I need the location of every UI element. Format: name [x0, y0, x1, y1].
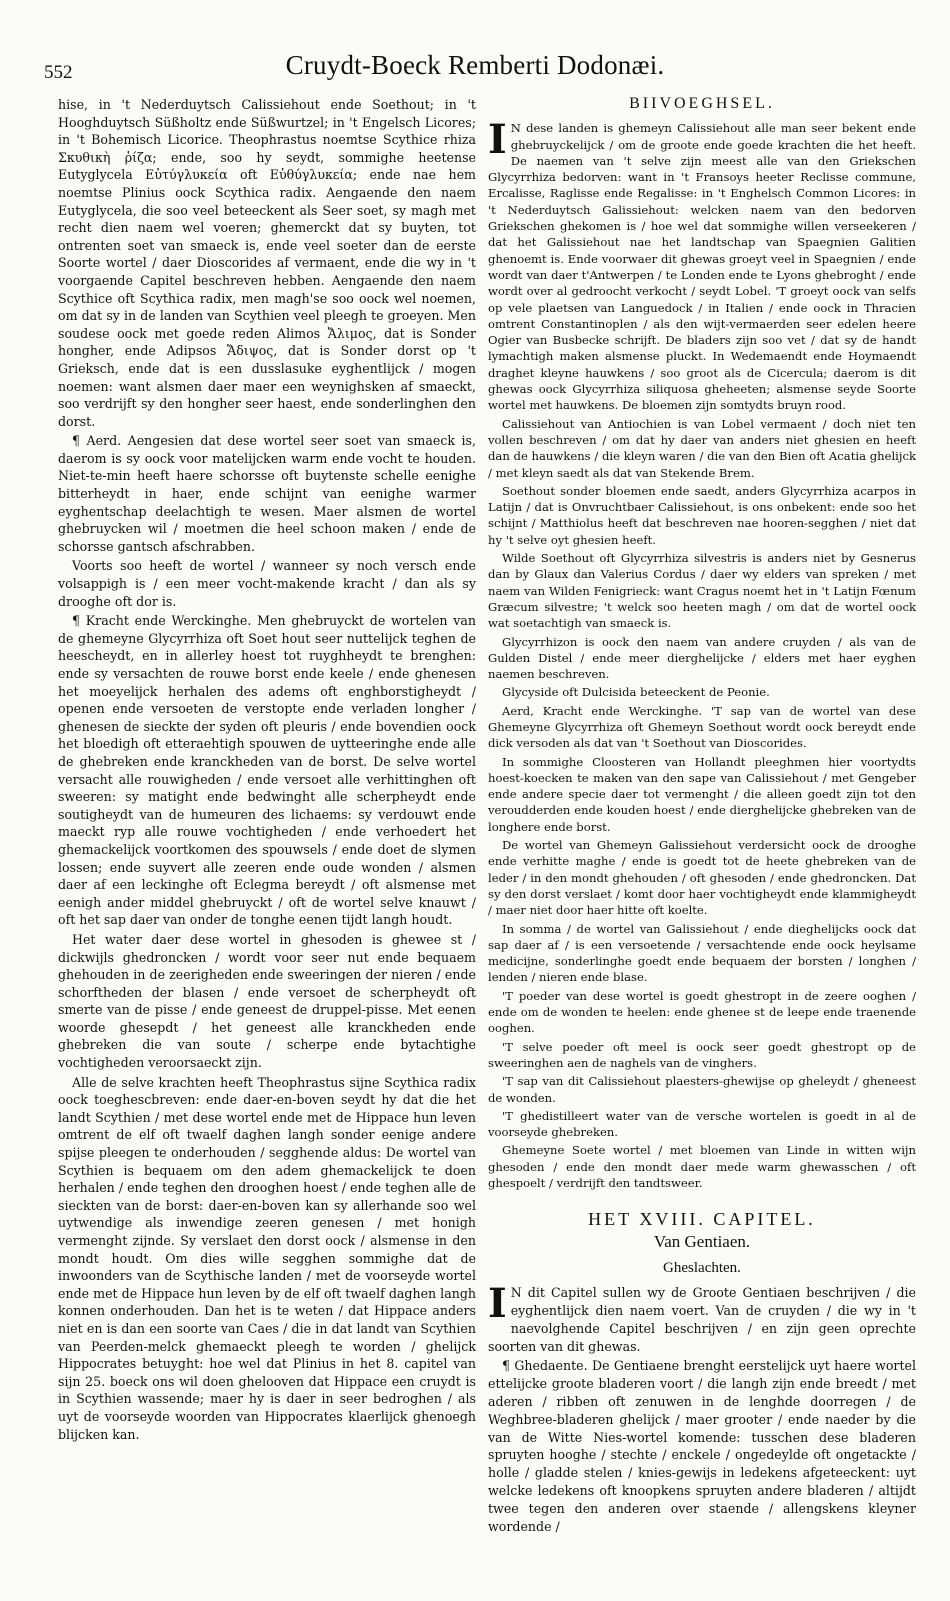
- running-title: Cruydt-Boeck Remberti Dodonæi.: [285, 50, 665, 80]
- chapter-heading: HET XVIII. CAPITEL.: [588, 1209, 816, 1230]
- paragraph-soete-wortel: Ghemeyne Soete wortel / met bloemen van Linde in witten wijn ghesoden / ende den mondt daer mede warm ghewasschen / oft ghespoelt / verdrijft den tandtsweer.: [488, 1143, 916, 1190]
- paragraph-glycyside: Glycyside oft Dulcisida beteeckent de Peonie.: [502, 685, 770, 700]
- paragraph-gentiaen-ghedaente: ¶ Ghedaente. De Gentiaene brenght eerstelijck uyt haere wortel ettelijcke groote bladeren voort / die langh zijn ende breedt / met aderen / ribben oft zenuwen in de lenghde doorregen / de Weghbree-bladeren ghelijck / maer grooter / ende naeder by die van de Witte Nies-wortel komende: tusschen dese bladeren spruyten hooghe / stechte / enckele / ongedeylde oft ongetackte / holle / gladde stelen / knies-gewijs in ledekens afgeteeckent: uyt welcke ledekens oft knoopkens spruyten andere bladeren / altijdt twee tegen den anderen over staende / allengskens kleyner wordende /: [488, 1358, 916, 1534]
- paragraph-aerd-kracht: Aerd, Kracht ende Werckinghe. 'T sap van de wortel van dese Ghemeyne Glycyrrhiza oft Ghemeyn Soethout wordt oock bereydt ende dick versoden als dat van 't Soethout van Dioscorides.: [488, 703, 916, 751]
- paragraph-glycyrrhizon: Glycyrrhizon is oock den naem van andere cruyden / als van de Gulden Distel / ende meer dierghelijcke / elders met haer eyghen naemen beschreven.: [488, 634, 916, 682]
- paragraph-bijvoeghsel-intro: IN dese landen is ghemeyn Calissiehout alle man seer bekent ende ghebruyckelijck / om de groote ende goede krachten die het heeft. De naemen van 't selve zijn meest alle van den Griekschen Glycyrrhiza bedorven: want in 't Fransoys heeter Reclisse commune, Ercalisse, Raglisse ende Regalisse: in 't Enghelsch Common Licores: in 't Nederduytsch Galissiehout: welcken naem van den bedorven Griekschen ghekomen is / hoe wel dat sommighe willen verseekeren / dat het Galissiehout nae het landtschap van Spaegnien Galitien ghenoemt is. Ende voorwaer dit ghewas groeyt veel in Spaegnien / ende wordt van daer t'Antwerpen / te Londen ende te Lyons ghebroght / ende wordt over al gedroocht verkocht / seydt Lobel. 'T groeyt oock van selfs op vele plaetsen van Languedock / in Italien / ende oock in Thracien omtrent Constantinoplen / als den wijt-vermaerden seer edelen heere Ogier van Busbecke schrijft. De bladers zijn soo vet / dat sy de handt lymachtigh maken alsmense pluckt. In Wedemaendt ende Hoymaendt draghet kleyne hauwkens / soo groot als de Cicercula; daerom is dit ghewas oock Glycyrrhiza siliquosa gheheeten; alsmense seyde Soorte wortel met hauwkens. De bloemen zijn somtydts bruyn rood.: [488, 116, 916, 413]
- paragraph-kracht: ¶ Kracht ende Werckinghe. Men ghebruyckt de wortelen van de ghemeyne Glycyrrhiza oft Soet hout seer nuttelijck teghen de heescheydt, en in allerley hoest tot ruyghheydt te brenghen: ende sy versachten de rouwe borst ende keele / ende ghenesen het moeyelijck herhalen des adems oft enghborstigheydt / openen ende versoeten de verstopte ende verladen longher / ghenesen de sieckte der syden oft pleuris / ende bovendien oock het bloedigh oft etteraehtigh spouwen de uytteeringhe ende alle de ghebreken ende kranckheden van de borst. De selve wortel versacht alle rouwigheden / ende versoet alle verhittinghen oft sweeren: sy matight ende bedwinght alle scherpheydt ende soutigheydt van de humeuren des lichaems: sy verdouwt ende maeckt ryp alle rouwe vochtigheden / ende verhoedert het ghemackelijck voortkomen des spouwsels / ende doet de slymen lossen; ende suyvert alle zeeren ende oude wonden / alsmen daer af een leckinghe oft Eclegma bereydt / oft alsmense met eenigh ander middel ghebruyckt / oft de wortel selve knauwt / oft het sap daer van onder de tonghe eenen tijdt langh houdt.: [58, 613, 476, 928]
- paragraph-cloosteren: In sommighe Cloosteren van Hollandt pleeghmen hier voortydts hoest-koecken te maken van den sape van Calissiehout / met Gengeber ende andere specie daer tot vermenght / die alleen goedt zijn tot den veroudderden ende kouden hoest / ende dierghelijcke ghebreken van de longhere ende borst.: [488, 754, 916, 834]
- paragraph-names: hise, in 't Nederduytsch Calissiehout ende Soethout; in 't Hooghduytsch Süßholtz ende Süßwurtzel; in 't Engelsch Licores; in 't Bohemisch Licorice. Theophrastus noemtse Scythice rhiza Σκυθικὴ ῥίζα; ende, soo hy seydt, sommighe heetense Eutyglycela Εὐτύγλυκεία oft Εὐθύγλυκεία; ende nae hem noemtse Plinius oock Scythica radix. Aengaende den naem Eutyglycela, die soo veel beteeckent als Seer soet, sy magh met recht dien naem wel voeren; ghemerckt dat sy buyten, tot ontrenten soet van smaeck is, ende veel soeter dan de eerste Soorte wortel / daer Dioscorides af vermaent, ende die wy in 't voorgaende Capitel beschreven hebben. Aengaende den naem Scythice oft Scythica radix, men magh'se soo oock wel noemen, om dat sy in de landen van Scythien veel pleegh te groeyen. Men soudese oock met goede reden Alimos Ἄλιμος, dat is Sonder hongher, ende Adipsos Ἄδιψος, dat is Sonder dorst op 't Grieksch, ende dat is een dusslasuke eyghentlijck / mogen noemen: want alsmen daer maer een weynighsken af smaeckt, soo verdrijft sy den hongher seer haest, ende sonderlinghen den dorst.: [58, 97, 476, 429]
- page-number: 552: [44, 62, 73, 83]
- chapter-subtitle: Van Gentiaen.: [653, 1231, 751, 1251]
- paragraph-water: Het water daer dese wortel in ghesoden is ghewee st / dickwijls ghedroncken / wordt voor seer nut ende bequaem ghehouden in de zeerigheden ende sweeringen der nieren / ende schorftheden der blasen / ende versoet de scherpheydt oft smerte van de pisse / ende geneest de druppel-pisse. Met eenen woorde ghesepdt / het geneest alle kranckheden ende ghebreken die van soute / scherpe ende bytachtighe vochtigheden veroorsaeckt zijn.: [58, 931, 476, 1071]
- paragraph-wilde-soethout: Wilde Soethout oft Glycyrrhiza silvestris is anders niet by Gesnerus dan by Glaux dan Valerius Cordus / daer wy elders van spreken / met naem van Wilden Fenigrieck: want Cragus noemt het in 't Latijn Fœnum Græcum silvestre; 't welck soo heeten magh / om dat de wortel oock wat soetachtigh van smaeck is.: [488, 551, 916, 631]
- paragraph-voorts: Voorts soo heeft de wortel / wanneer sy noch versch ende volsappigh is / een meer vocht-makende kracht / dan als sy drooghe oft dor is.: [58, 558, 476, 609]
- paragraph-sonder-bloemen: Soethout sonder bloemen ende saedt, anders Glycyrrhiza acarpos in Latijn / dat is Onvruchtbaer Calissiehout, is ons onbekent: ende soo het schijnt / Matthiolus heeft dat beschreven nae hooren-segghen / niet dat hy 't selve oyt ghesien heeft.: [488, 483, 916, 547]
- paragraph-theophrastus: Alle de selve krachten heeft Theophrastus sijne Scythica radix oock toeghescbreven: ende daer-en-boven seydt hy dat die het landt Scythien / met dese wortel ende met de Hippace hun leven omtrent de elf oft twaelf daghen langh sonder eenige andere spijse pleegen te onderhouden / segghende aldus: De wortel van Scythien is bequaem om den adem ghemackelijck te doen herhalen / ende teghen den drooghen hoest / ende teghen alle de sieckten van de borst: daer-en-boven kan sy allerhande soo wel uytwendige als inwendige zeeren genesen / met honigh vermenght zijnde. Sy verslaet den dorst oock / alsmense in den mondt houdt. Om dies wille segghen sommighe dat de inwoonders van de Scythische landen / met de voorseyde wortel ende met de Hippace hun leven by de elf oft twaelf daghen langh konnen onderhouden. Dan het is te weten / dat Hippace anders niet en is dan een soorte van Caes / die in dat landt van Scythien van Peerden-melck ghemaeckt pleegh te worden / ghelijck Hippocrates betuyght: hoe wel dat Plinius in het 8. capitel van sijn 25. boeck ons wil doen ghelooven dat Hippace een cruydt is in Scythien wassende; maer hy is daer in seer bedroghen / als uyt de voorseyde woorden van Hippocrates klaerlijck ghenoegh blijcken kan.: [58, 1074, 476, 1442]
- paragraph-sap: 'T sap van dit Calissiehout plaesters-ghewijse op gheleydt / gheneest de wonden.: [488, 1074, 916, 1105]
- section-heading: BIIVOEGHSEL.: [629, 95, 775, 112]
- paragraph-wortel-maghe: De wortel van Ghemeyn Galissiehout verdersicht oock de drooghe ende verhitte maghe / ende is goedt tot de heete ghebreken van de leder / in den mondt ghehouden / oft ghesoden / ende ghedroncken. Dat sy den dorst verslaet / komt door haer vochtigheydt ende klammigheydt / maer niet door haer hitte oft koelte.: [488, 838, 916, 918]
- page-header: [0, 44, 950, 84]
- paragraph-poeder: 'T poeder van dese wortel is goedt ghestropt in de zeere ooghen / ende om de wonden te heelen: ende ghenee st de leepe ende traenende ooghen.: [488, 988, 916, 1036]
- subsection-heading: Gheslachten.: [663, 1259, 741, 1276]
- paragraph-meel: 'T selve poeder oft meel is oock seer goedt ghestropt op de sweeringhen aen de naghels van de vinghers.: [488, 1039, 916, 1070]
- paragraph-antiochien: Calissiehout van Antiochien is van Lobel vermaent / doch niet ten vollen beschreven / om dat hy daer van anders niet ghesien en heeft dan de hauwkens / die kleyn waren / die van den Bien oft Acatia ghelijck / met kleyn saedt als dat van Stekende Brem.: [488, 416, 916, 480]
- left-column: [58, 96, 476, 1445]
- paragraph-aerd: ¶ Aerd. Aengesien dat dese wortel seer soet van smaeck is, daerom is sy oock voor matelijcken warm ende vocht te houden. Niet-te-min heeft haere schorsse oft buytenste schelle eenighe bitterheydt in haer, ende schijnt van eenighe warmer eyghentschap deelachtigh te wesen. Maer alsmen de wortel ghebruycken wil / moetmen die heel schoon maken / ende de schorsse gantsch afschrabben.: [58, 433, 476, 554]
- right-column: [488, 96, 916, 1537]
- paragraph-gentiaen-intro: IN dit Capitel sullen wy de Groote Gentiaen beschrijven / die eyghentlijck dien naem voert. Van de cruyden / die wy in 't naevolghende Capitel beschrijven / en zijn geen oprechte soorten van dit ghewas.: [488, 1280, 916, 1354]
- paragraph-in-somma: In somma / de wortel van Galissiehout / ende dieghelijcks oock dat sap daer af / is een versoetende / versachtende ende oock heylsame medicijne, sonderlinghe goedt ende bequaem der borsten / longhen / lenden / nieren ende blase.: [488, 921, 916, 985]
- paragraph-water-distil: 'T ghedistilleert water van de versche wortelen is goedt in al de voorseyde ghebreken.: [488, 1108, 916, 1140]
